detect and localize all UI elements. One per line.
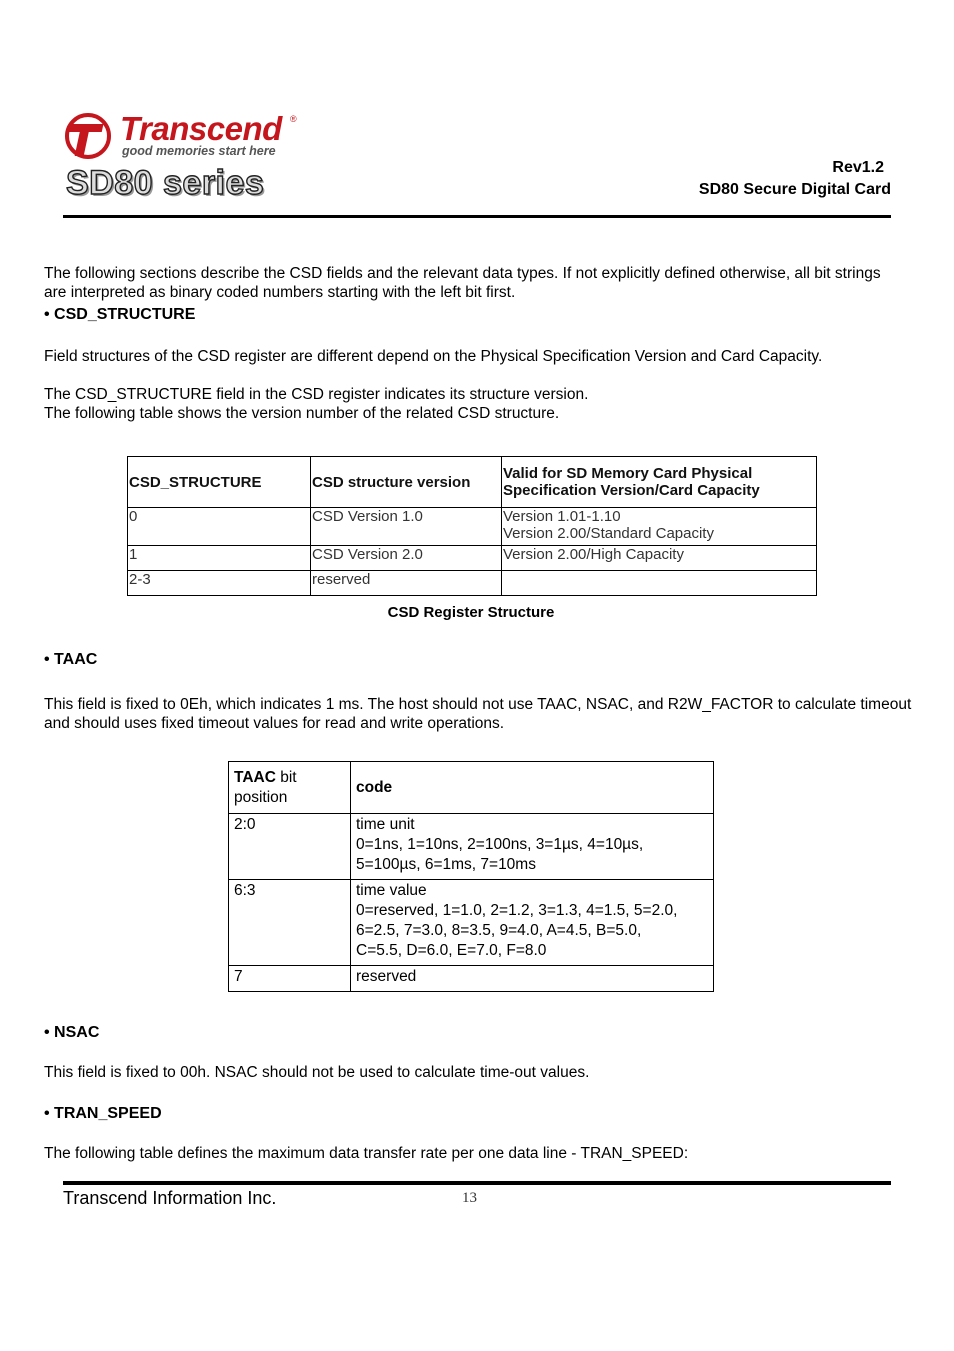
nsac-heading: • NSAC [44,1024,100,1041]
table-header-row [128,457,817,508]
column-header: Valid for SD Memory Card Physical Specification Version/Card Capacity [502,457,817,508]
revision-label: Rev1.2 [832,159,884,176]
table-cell: reserved [311,571,502,596]
column-header: CSD structure version [311,457,502,508]
cell-line: 5=100µs, 6=1ms, 7=10ms [356,856,536,873]
transcend-t-icon [64,112,120,160]
cell-line: time unit [356,816,415,833]
column-header [229,762,351,814]
cell-line: Version 2.00/Standard Capacity [503,525,714,542]
column-header: code [351,762,714,814]
table-cell: 2-3 [128,571,311,596]
table-cell: Version 2.00/High Capacity [502,546,817,571]
table-header-row [229,762,714,814]
header-bold-text: TAAC [234,768,276,786]
table-row [229,880,714,966]
csd-structure-para-1: Field structures of the CSD register are different depend on the Physical Specification Version and Card Capacity. [44,348,823,365]
table-cell [502,571,817,596]
table-row [128,546,817,571]
cell-line: 6=2.5, 7=3.0, 8=3.5, 9=4.0, A=4.5, B=5.0, [356,922,642,939]
cell-line: 0=reserved, 1=1.0, 2=1.2, 3=1.3, 4=1.5, 5=2.0, [356,902,678,919]
table-row [128,571,817,596]
table-row [128,508,817,546]
header-divider [63,215,891,218]
cell-line: C=5.5, D=6.0, E=7.0, F=8.0 [356,942,547,959]
table-cell: CSD Version 1.0 [311,508,502,546]
cell-line: time value [356,882,427,899]
taac-paragraph: This field is fixed to 0Eh, which indicates 1 ms. The host should not use TAAC, NSAC, and R2W_FACTOR to calculate timeout and should uses fixed timeout values for read and write operations. [44,696,912,732]
table-row [229,966,714,992]
tran-speed-paragraph: The following table defines the maximum data transfer rate per one data line - TRAN_SPEED: [44,1145,689,1162]
nsac-paragraph: This field is fixed to 00h. NSAC should not be used to calculate time-out values. [44,1064,590,1081]
table-cell [351,814,714,880]
header-text: bit position [234,768,297,806]
table-cell: 1 [128,546,311,571]
table-cell: 7 [229,966,351,992]
table-row [229,814,714,880]
column-header: CSD_STRUCTURE [128,457,311,508]
document-title: SD80 Secure Digital Card [698,181,891,198]
csd-structure-heading: • CSD_STRUCTURE [44,306,196,323]
table-cell: 0 [128,508,311,546]
taac-table [228,761,714,992]
series-title: SD80 series [66,164,265,202]
table-cell: 2:0 [229,814,351,880]
table-cell: CSD Version 2.0 [311,546,502,571]
footer-company: Transcend Information Inc. [63,1188,277,1208]
table-cell: 6:3 [229,880,351,966]
taac-heading: • TAAC [44,651,98,668]
page-number: 13 [462,1190,477,1206]
csd-structure-para-2: The CSD_STRUCTURE field in the CSD register indicates its structure version. [44,386,589,403]
table-cell [502,508,817,546]
footer-divider [63,1181,891,1185]
table-caption: CSD Register Structure [387,604,555,621]
tran-speed-heading: • TRAN_SPEED [44,1105,162,1122]
csd-structure-para-3: The following table shows the version number of the related CSD structure. [44,405,560,422]
table-cell: reserved [351,966,714,992]
table-cell [351,880,714,966]
registered-mark: ® [290,114,297,124]
brand-name: Transcend [120,110,282,147]
intro-paragraph: The following sections describe the CSD fields and the relevant data types. If not explicitly defined otherwise, all bit strings are interpreted as binary coded numbers starting with the left bit first. [44,265,881,301]
brand-tagline: good memories start here [122,144,276,158]
csd-structure-table [127,456,817,596]
cell-line: Version 1.01-1.10 [503,508,621,525]
cell-line: 0=1ns, 1=10ns, 2=100ns, 3=1µs, 4=10µs, [356,836,644,853]
